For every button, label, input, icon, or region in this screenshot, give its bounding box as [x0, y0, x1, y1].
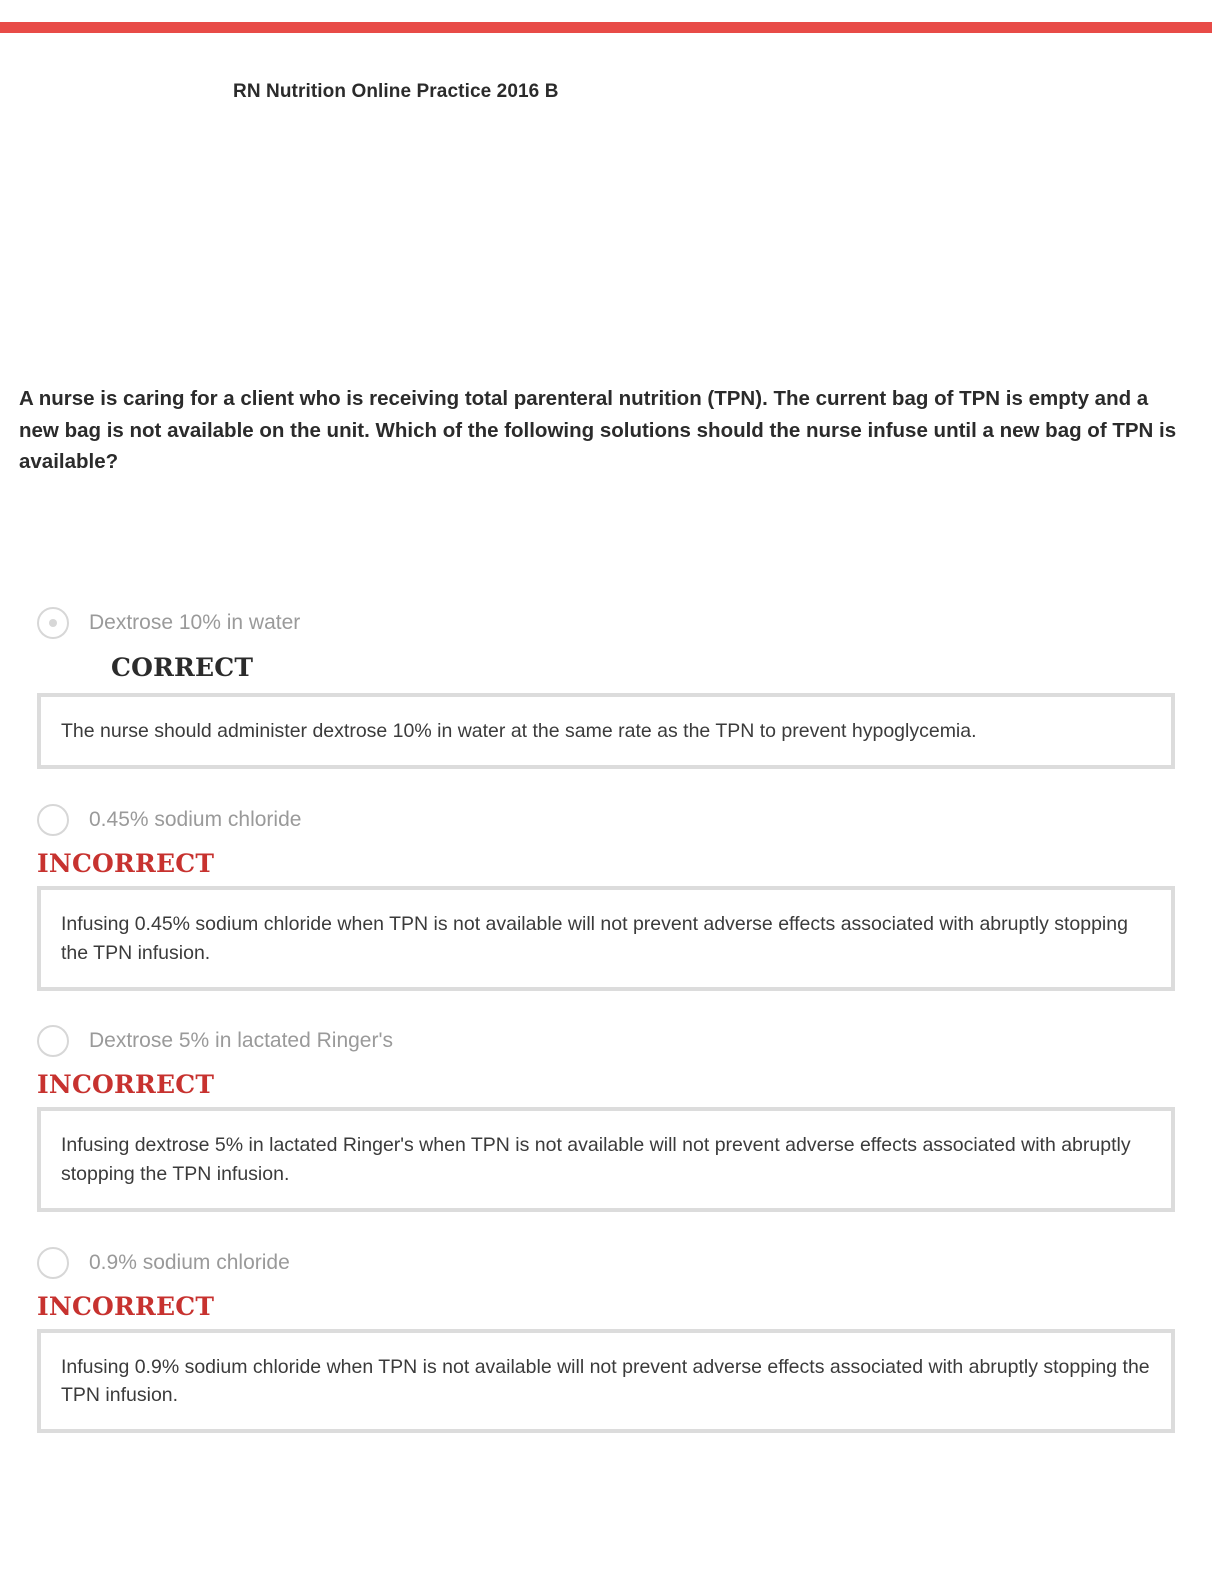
radio-button-icon[interactable]	[37, 1025, 69, 1057]
verdict-incorrect-label: INCORRECT	[37, 1070, 215, 1099]
answer-option-4[interactable]	[37, 1246, 290, 1280]
rationale-box	[37, 886, 1175, 991]
radio-button-icon[interactable]	[37, 804, 69, 836]
verdict-correct-label: CORRECT	[111, 653, 254, 682]
answer-option-label: Dextrose 10% in water	[89, 611, 301, 634]
answer-option-2[interactable]	[37, 803, 301, 837]
rationale-text: The nurse should administer dextrose 10% in water at the same rate as the TPN to prevent hypoglycemia.	[61, 719, 977, 742]
answer-option-label: 0.45% sodium chloride	[89, 808, 302, 831]
radio-button-icon[interactable]	[37, 1247, 69, 1279]
rationale-box	[37, 1329, 1175, 1433]
answer-option-label: Dextrose 5% in lactated Ringer's	[89, 1029, 393, 1052]
answer-option-label: 0.9% sodium chloride	[89, 1251, 290, 1274]
question-text: A nurse is caring for a client who is receiving total parenteral nutrition (TPN). The current bag of TPN is empty and a new bag is not available on the unit. Which of the following solutions should the nurse infuse until a new bag of TPN is available?	[19, 387, 1177, 473]
rationale-text: Infusing dextrose 5% in lactated Ringer's when TPN is not available will not prevent adverse effects associated with abruptly stopping the TPN infusion.	[61, 1134, 1131, 1185]
page-title: RN Nutrition Online Practice 2016 B	[233, 81, 559, 102]
rationale-text: Infusing 0.45% sodium chloride when TPN is not available will not prevent adverse effects associated with abruptly stopping the TPN infusion.	[61, 913, 1128, 964]
rationale-box	[37, 1107, 1175, 1212]
verdict-incorrect-label: INCORRECT	[37, 849, 215, 878]
rationale-text: Infusing 0.9% sodium chloride when TPN is not available will not prevent adverse effects associated with abruptly stopping the TPN infusion.	[61, 1355, 1150, 1406]
verdict-incorrect-label: INCORRECT	[37, 1292, 215, 1321]
answer-option-1[interactable]	[37, 606, 300, 640]
rationale-box	[37, 693, 1175, 769]
radio-button-selected-icon[interactable]	[37, 607, 69, 639]
answer-option-3[interactable]	[37, 1024, 393, 1058]
header-accent-bar	[0, 22, 1212, 33]
